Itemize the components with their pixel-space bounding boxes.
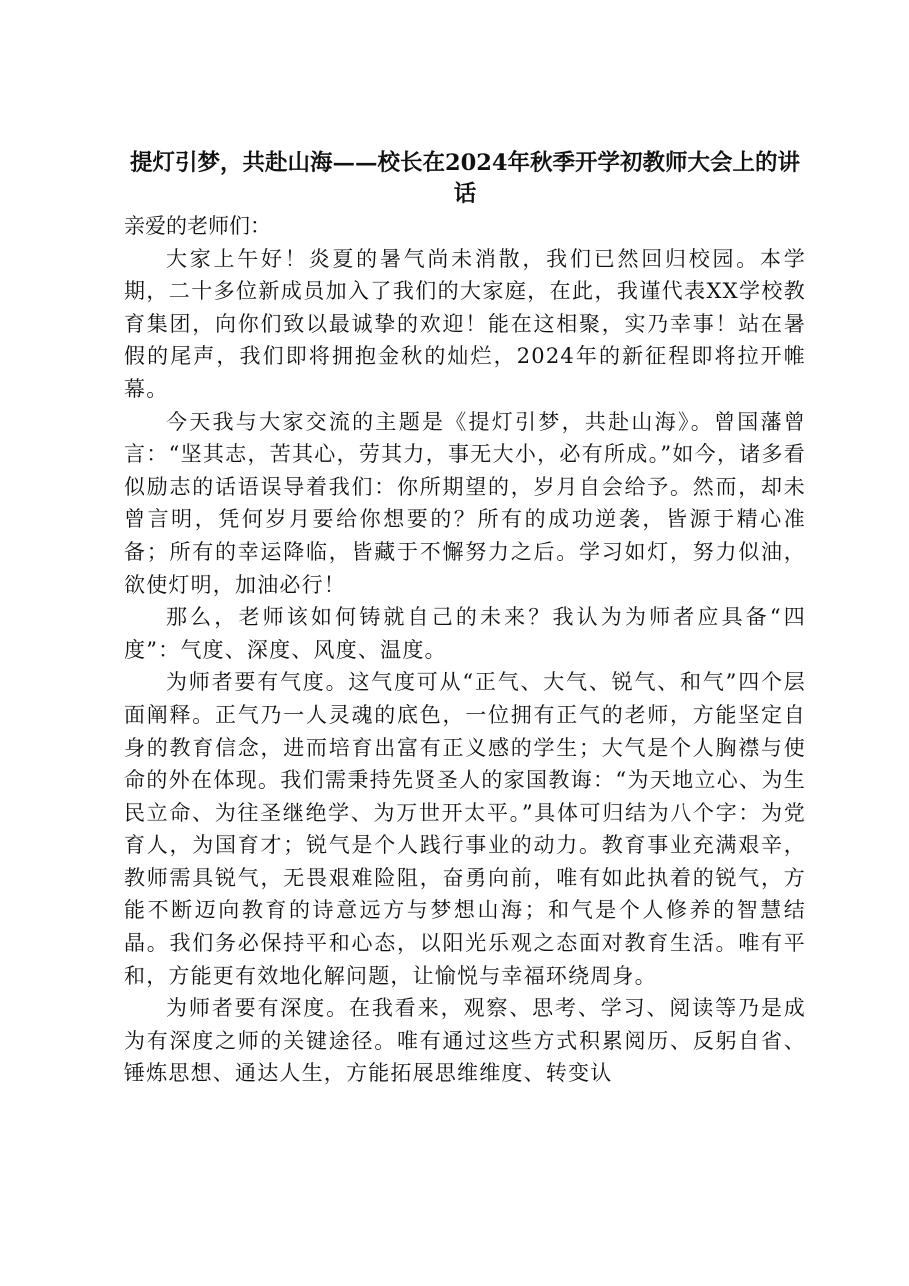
document-title: 提灯引梦，共赴山海——校长在2024年秋季开学初教师大会上的讲话 (129, 150, 801, 207)
paragraph-four-degrees: 那么，老师该如何铸就自己的未来？我认为为师者应具备“四度”：气度、深度、风度、温度。 (124, 605, 806, 662)
paragraph-magnanimity: 为师者要有气度。这气度可从“正气、大气、锐气、和气”四个层面阐释。正气乃一人灵魂的底色，一位拥有正气的老师，方能坚定自身的教育信念，进而培育出富有正义感的学生；大气是个人胸襟与使命的外在体现。我们需秉持先贤圣人的家国教诲：“为天地立心、为生民立命、为往圣继绝学、为万世开太平。”具体可归结为八个字：为党育人，为国育才；锐气是个人践行事业的动力。教育事业充满艰辛，教师需具锐气，无畏艰难险阻，奋勇向前，唯有如此执着的锐气，方能不断迈向教育的诗意远方与梦想山海；和气是个人修养的智慧结晶。我们务必保持平和心态，以阳光乐观之态面对教育生活。唯有平和，方能更有效地化解问题，让愉悦与幸福环绕周身。 (124, 670, 806, 988)
document-body (124, 148, 806, 1090)
paragraph-theme: 今天我与大家交流的主题是《提灯引梦，共赴山海》。曾国藩曾言：“坚其志，苦其心，劳其力，事无大小，必有所成。”如今，诸多看似励志的话语误导着我们：你所期望的，岁月自会给予。然而，却未曾言明，凭何岁月要给你想要的？所有的成功逆袭，皆源于精心准备；所有的幸运降临，皆藏于不懈努力之后。学习如灯，努力似油，欲使灯明，加油必行！ (124, 409, 806, 597)
salutation: 亲爱的老师们： (124, 214, 271, 238)
paragraph-depth: 为师者要有深度。在我看来，观察、思考、学习、阅读等乃是成为有深度之师的关键途径。唯有通过这些方式积累阅历、反躬自省、锤炼思想、通达人生，方能拓展思维维度、转变认 (124, 996, 806, 1086)
paragraph-greeting: 大家上午好！炎夏的暑气尚未消散，我们已然回归校园。本学期，二十多位新成员加入了我们的大家庭，在此，我谨代表XX学校教育集团，向你们致以最诚挚的欢迎！能在这相聚，实乃幸事！站在暑假的尾声，我们即将拥抱金秋的灿烂，2024年的新征程即将拉开帷幕。 (124, 246, 806, 401)
